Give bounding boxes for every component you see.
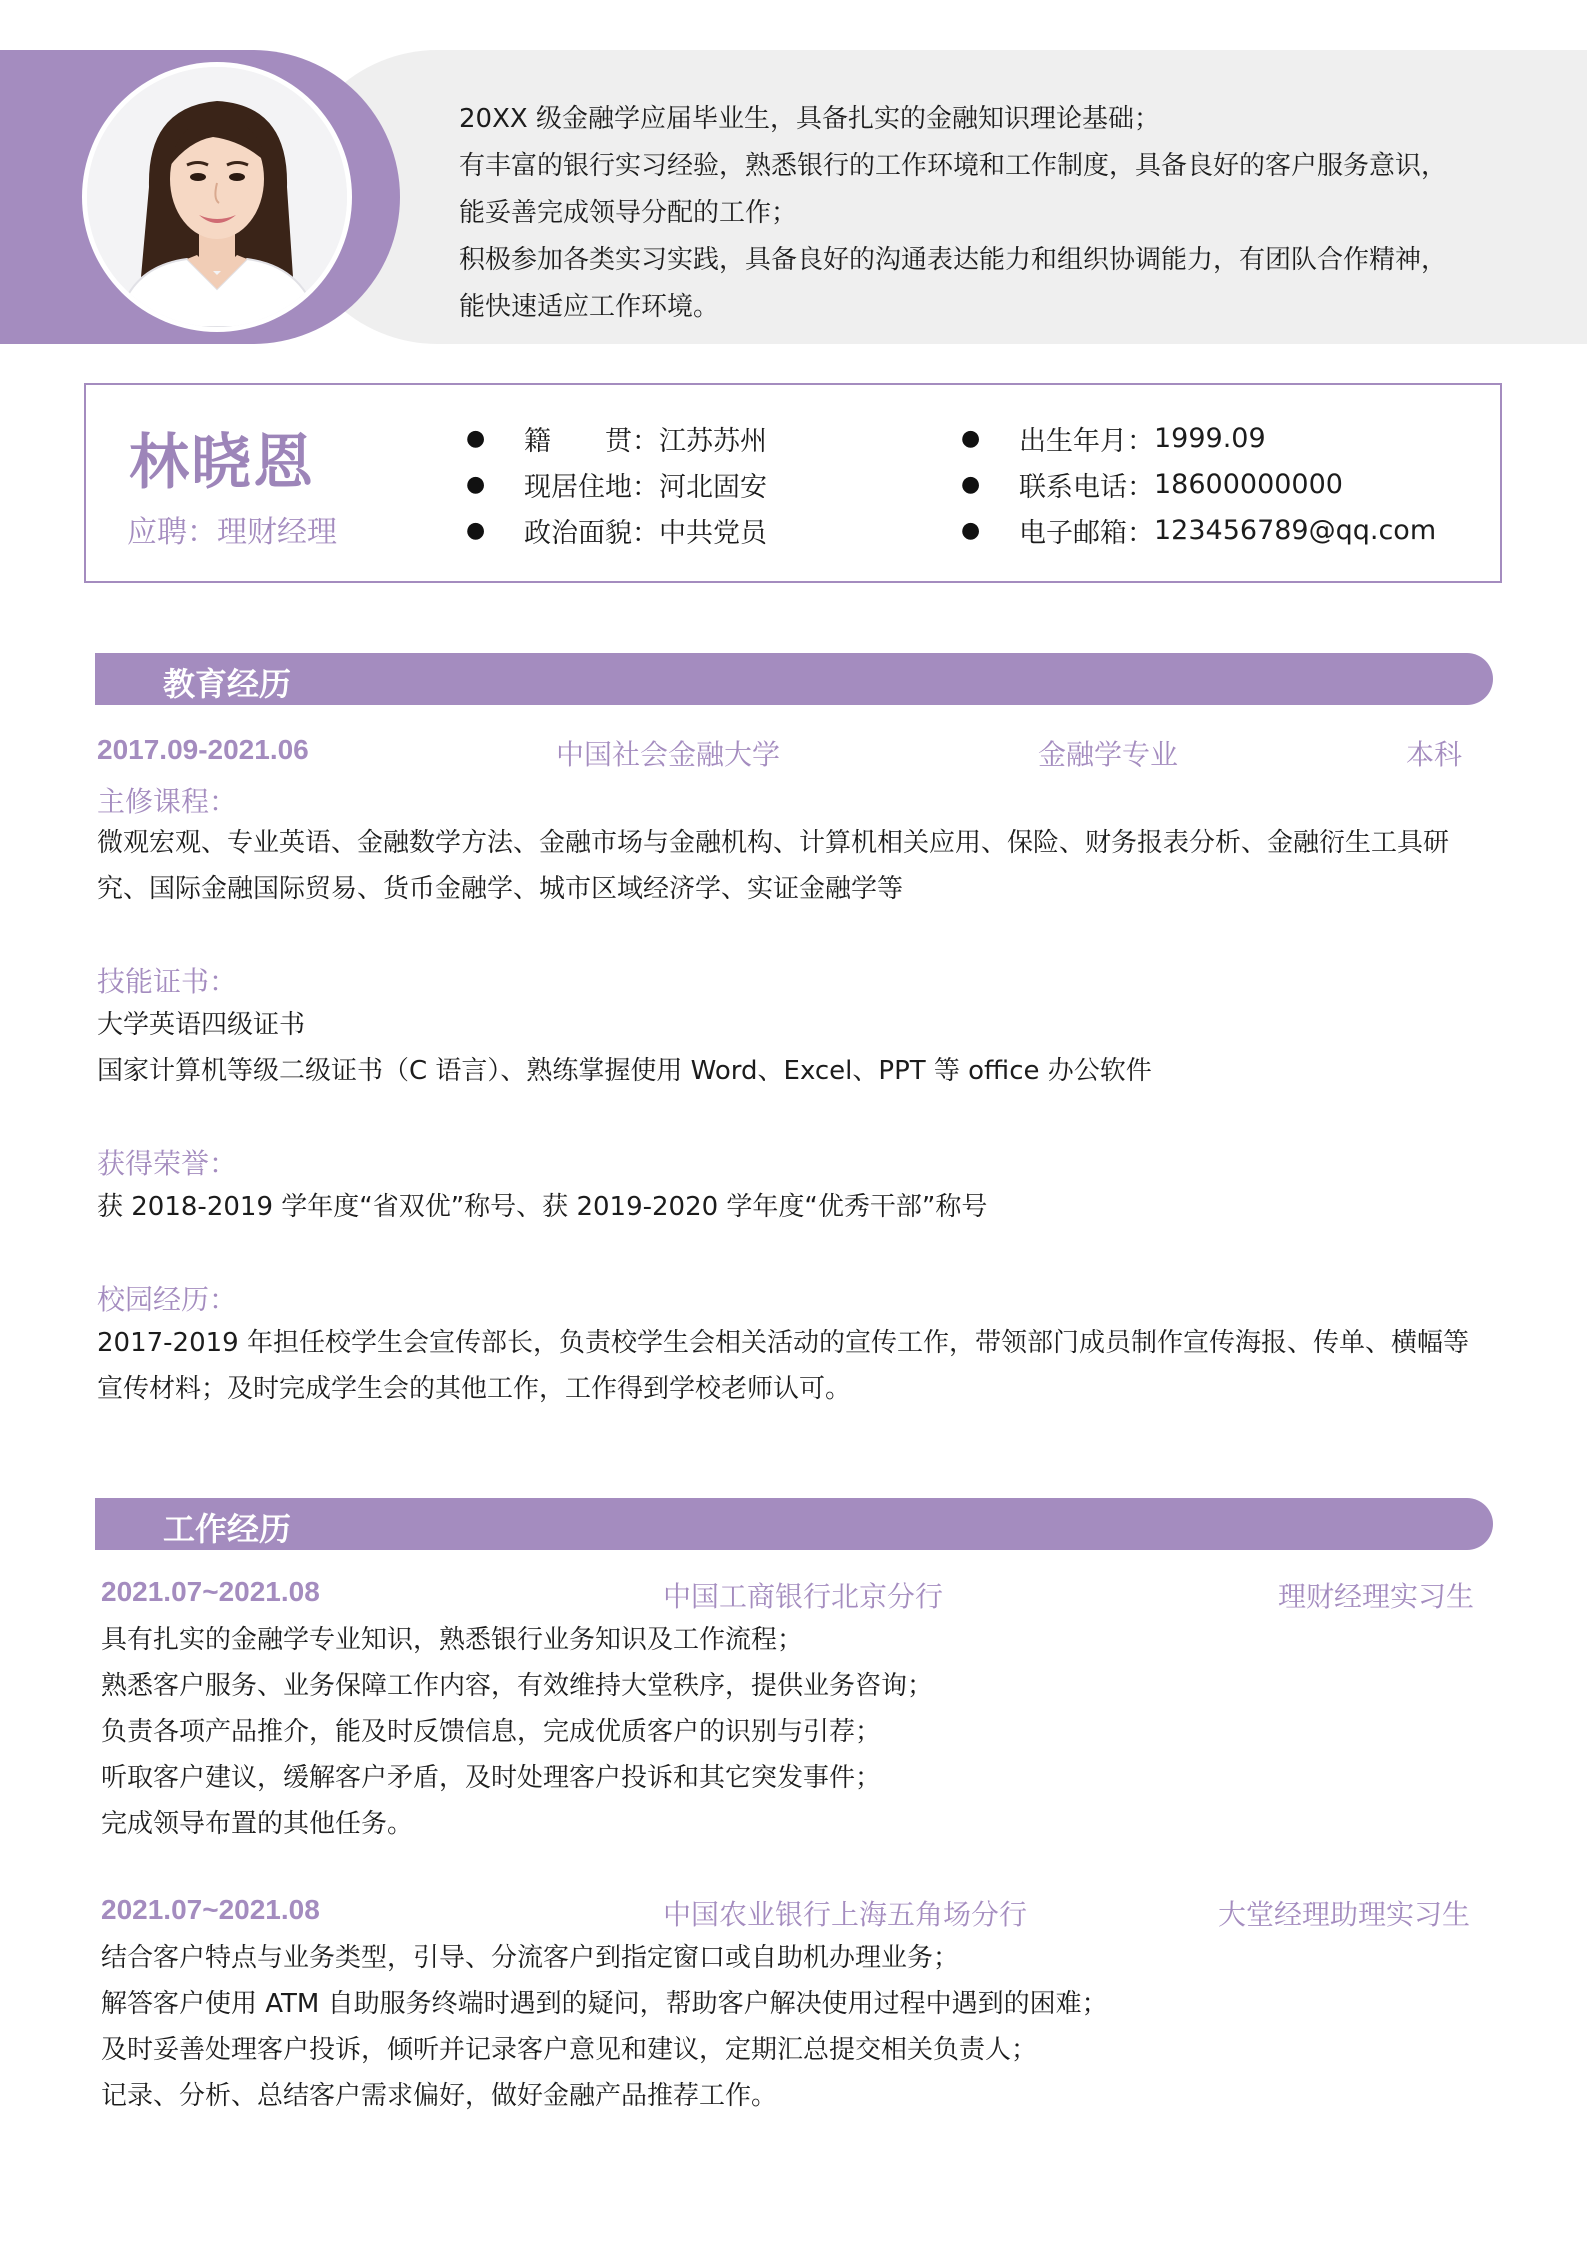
avatar — [87, 67, 347, 327]
profile-row-phone — [961, 461, 1436, 507]
profile-value: 1999.09 — [1154, 422, 1266, 454]
intro-line: 20XX 级金融学应届毕业生，具备扎实的金融知识理论基础； — [459, 104, 1160, 134]
section-title: 工作经历 — [163, 1510, 292, 1548]
candidate-name: 林晓恩 — [129, 428, 315, 498]
profile-label: 联系电话： — [1019, 471, 1154, 503]
job-duty-line: 负责各项产品推介，能及时反馈信息，完成优质客户的识别与引荐； — [101, 1717, 882, 1747]
honors-label: 获得荣誉： — [97, 1147, 238, 1180]
bullet-icon: ● — [466, 425, 486, 451]
courses-line: 微观宏观、专业英语、金融数学方法、金融市场与金融机构、计算机相关应用、保险、财务报表分析、金融衍生工具研 — [97, 828, 1450, 858]
education-degree: 本科 — [1406, 738, 1463, 771]
intro-line: 能妥善完成领导分配的工作； — [459, 198, 798, 228]
intro-line: 有丰富的银行实习经验，熟悉银行的工作环境和工作制度，具备良好的客户服务意识， — [459, 151, 1448, 181]
job-duty-line: 结合客户特点与业务类型，引导、分流客户到指定窗口或自助机办理业务； — [101, 1943, 960, 1973]
honors-line: 获 2018-2019 学年度“省双优”称号、获 2019-2020 学年度“优秀干部”称号 — [97, 1192, 988, 1222]
profile-row-email — [961, 507, 1436, 553]
education-school: 中国社会金融大学 — [556, 738, 781, 771]
section-title: 教育经历 — [163, 665, 292, 703]
profile-row-political-status — [466, 507, 767, 553]
profile-row-birth — [961, 415, 1436, 461]
courses-label: 主修课程： — [97, 785, 238, 818]
profile-column-right — [961, 415, 1436, 553]
intro-line: 积极参加各类实习实践，具备良好的沟通表达能力和组织协调能力，有团队合作精神， — [459, 245, 1448, 275]
self-introduction — [459, 96, 1569, 331]
profile-value: 河北固安 — [659, 471, 767, 503]
bullet-icon: ● — [961, 425, 981, 451]
job-date: 2021.07~2021.08 — [101, 1576, 320, 1607]
avatar-portrait-icon — [87, 67, 347, 327]
bullet-icon: ● — [466, 517, 486, 543]
job-duty-line: 具有扎实的金融学专业知识，熟悉银行业务知识及工作流程； — [101, 1625, 804, 1655]
profile-box — [84, 383, 1502, 583]
profile-value: 中共党员 — [659, 517, 767, 549]
job-duty-line: 完成领导布置的其他任务。 — [101, 1809, 414, 1839]
campus-line: 2017-2019 年担任校学生会宣传部长，负责校学生会相关活动的宣传工作，带领部门成员制作宣传海报、传单、横幅等 — [97, 1328, 1469, 1358]
job-role: 理财经理实习生 — [1278, 1580, 1475, 1613]
job-duty-line: 听取客户建议，缓解客户矛盾，及时处理客户投诉和其它突发事件； — [101, 1763, 882, 1793]
bullet-icon: ● — [961, 471, 981, 497]
skills-line: 国家计算机等级二级证书（C 语言）、熟练掌握使用 Word、Excel、PPT 等 office 办公软件 — [97, 1056, 1152, 1086]
profile-column-left — [466, 415, 767, 553]
skills-label: 技能证书： — [97, 965, 238, 998]
intro-line: 能快速适应工作环境。 — [459, 292, 720, 322]
profile-label: 电子邮箱： — [1019, 517, 1154, 549]
profile-value[interactable]: 18600000000 — [1154, 468, 1343, 500]
work-section-header — [95, 1498, 1493, 1550]
job-company: 中国工商银行北京分行 — [663, 1580, 944, 1613]
profile-row-hometown — [466, 415, 767, 461]
profile-row-residence — [466, 461, 767, 507]
bullet-icon: ● — [466, 471, 486, 497]
skills-line: 大学英语四级证书 — [97, 1010, 306, 1040]
campus-label: 校园经历： — [97, 1283, 238, 1316]
profile-value: 江苏苏州 — [659, 425, 767, 457]
job-duty-line: 及时妥善处理客户投诉，倾听并记录客户意见和建议，定期汇总提交相关负责人； — [101, 2035, 1038, 2065]
profile-label: 出生年月： — [1019, 425, 1154, 457]
applied-position: 应聘：理财经理 — [127, 515, 337, 550]
avatar-frame — [82, 62, 352, 332]
profile-label: 政治面貌： — [524, 517, 659, 549]
campus-line: 宣传材料；及时完成学生会的其他工作，工作得到学校老师认可。 — [97, 1374, 852, 1404]
education-date: 2017.09-2021.06 — [97, 734, 309, 765]
job-duty-line: 熟悉客户服务、业务保障工作内容，有效维持大堂秩序，提供业务咨询； — [101, 1671, 934, 1701]
job-duty-line: 记录、分析、总结客户需求偏好，做好金融产品推荐工作。 — [101, 2081, 778, 2111]
profile-label: 现居住地： — [524, 471, 659, 503]
education-section-header — [95, 653, 1493, 705]
profile-label: 籍 贯： — [524, 425, 659, 457]
job-company: 中国农业银行上海五角场分行 — [663, 1898, 1028, 1931]
bullet-icon: ● — [961, 517, 981, 543]
job-duty-line: 解答客户使用 ATM 自助服务终端时遇到的疑问，帮助客户解决使用过程中遇到的困难； — [101, 1989, 1108, 2019]
job-date: 2021.07~2021.08 — [101, 1894, 320, 1925]
courses-line: 究、国际金融国际贸易、货币金融学、城市区域经济学、实证金融学等 — [97, 874, 904, 904]
profile-value[interactable]: 123456789@qq.com — [1154, 514, 1437, 546]
education-major: 金融学专业 — [1038, 738, 1179, 771]
job-role: 大堂经理助理实习生 — [1218, 1898, 1471, 1931]
